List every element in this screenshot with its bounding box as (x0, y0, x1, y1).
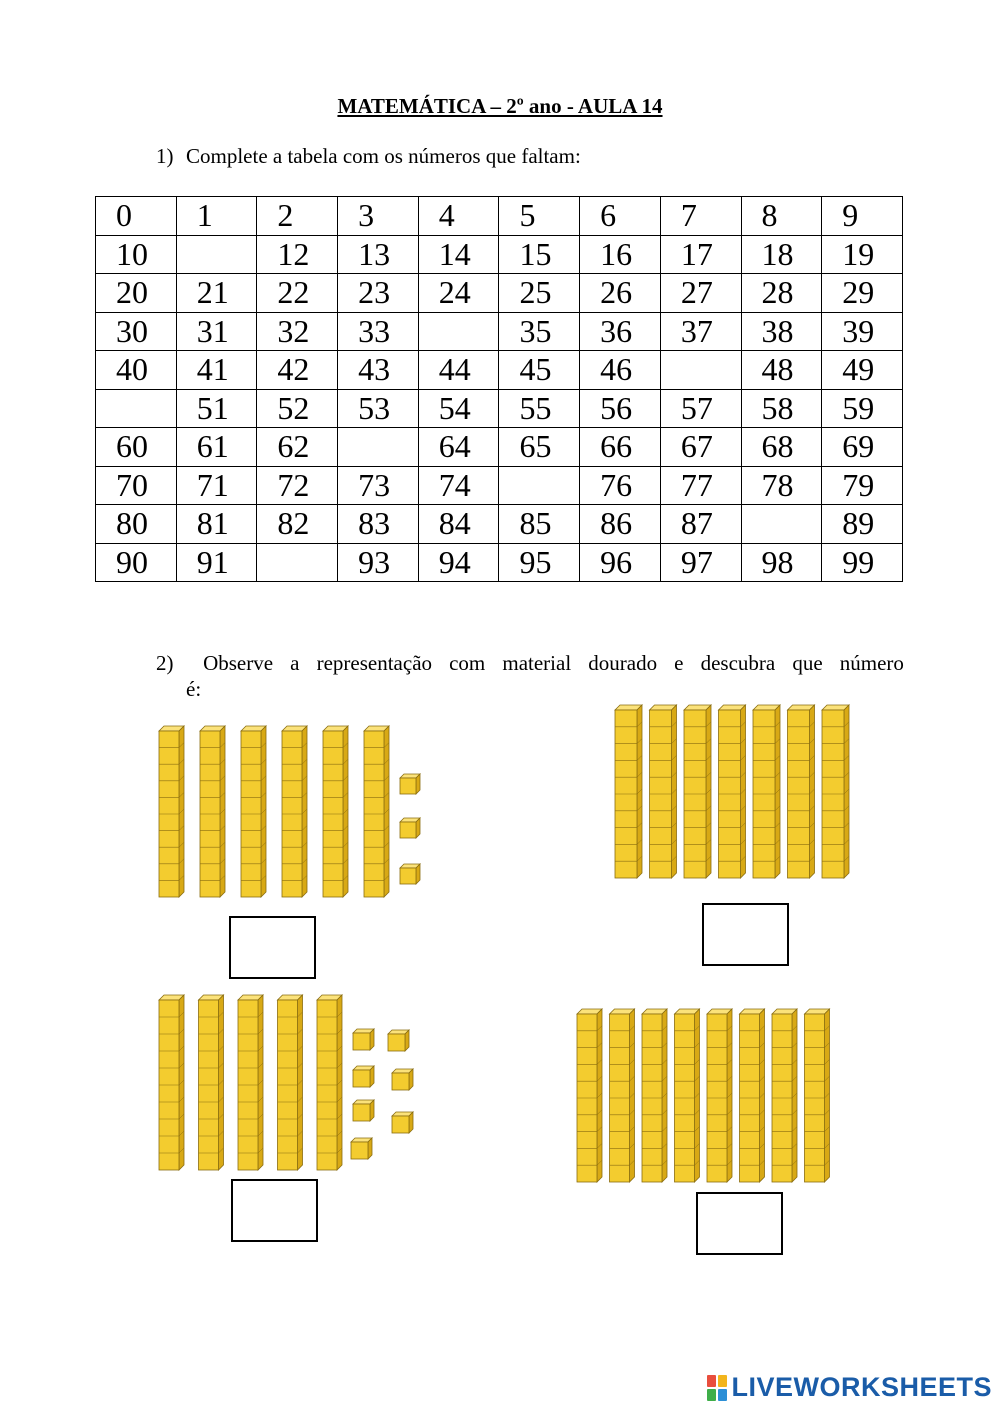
table-cell: 39 (822, 312, 903, 351)
q2-word: material (502, 651, 572, 675)
ten-rod (364, 726, 389, 897)
unit-cube (353, 1029, 374, 1050)
brand-text: LIVEWORKSHEETS (731, 1372, 992, 1402)
ten-rod (199, 995, 224, 1170)
answer-box-4[interactable] (696, 1192, 783, 1255)
table-cell: 94 (418, 543, 499, 582)
table-cell: 56 (580, 389, 661, 428)
table-cell: 9 (822, 197, 903, 236)
ten-rod (772, 1009, 797, 1182)
table-cell: 41 (176, 351, 257, 390)
table-cell: 45 (499, 351, 580, 390)
table-cell: 61 (176, 428, 257, 467)
table-cell: 21 (176, 274, 257, 313)
table-cell: 64 (418, 428, 499, 467)
ten-rod (159, 995, 184, 1170)
table-cell: 66 (580, 428, 661, 467)
table-cell: 43 (338, 351, 419, 390)
table-cell: 28 (741, 274, 822, 313)
liveworksheets-logo-icon (707, 1375, 727, 1401)
table-cell: 35 (499, 312, 580, 351)
question-1-text: Complete a tabela com os números que faltam: (186, 144, 581, 168)
table-cell: 58 (741, 389, 822, 428)
ten-rod (159, 726, 184, 897)
table-cell: 10 (96, 235, 177, 274)
question-1-number: 1) (156, 144, 174, 168)
ten-rod (788, 705, 815, 878)
table-cell: 54 (418, 389, 499, 428)
table-cell: 60 (96, 428, 177, 467)
unit-cube (392, 1112, 413, 1133)
table-cell: 62 (257, 428, 338, 467)
table-cell: 81 (176, 505, 257, 544)
table-cell: 24 (418, 274, 499, 313)
q2-word: descubra (700, 651, 776, 675)
table-cell: 67 (660, 428, 741, 467)
table-cell: 83 (338, 505, 419, 544)
table-cell: 89 (822, 505, 903, 544)
q2-word: Observe (203, 651, 274, 675)
unit-cube (400, 774, 420, 794)
table-cell: 96 (580, 543, 661, 582)
ten-rod (615, 705, 642, 878)
ten-rod (200, 726, 225, 897)
table-cell: 97 (660, 543, 741, 582)
unit-cube (400, 864, 420, 884)
table-cell: 22 (257, 274, 338, 313)
table-cell: 87 (660, 505, 741, 544)
table-cell: 69 (822, 428, 903, 467)
table-cell: 37 (660, 312, 741, 351)
table-cell: 33 (338, 312, 419, 351)
answer-box-3[interactable] (231, 1179, 318, 1242)
table-cell: 5 (499, 197, 580, 236)
table-cell: 31 (176, 312, 257, 351)
table-cell: 48 (741, 351, 822, 390)
table-cell: 26 (580, 274, 661, 313)
ten-rod (822, 705, 849, 878)
table-cell: 86 (580, 505, 661, 544)
unit-cube (353, 1066, 374, 1087)
table-cell: 12 (257, 235, 338, 274)
table-cell: 20 (96, 274, 177, 313)
unit-cube (400, 818, 420, 838)
q2-word: a (290, 651, 300, 675)
table-cell: 82 (257, 505, 338, 544)
table-cell: 77 (660, 466, 741, 505)
table-cell: 80 (96, 505, 177, 544)
ten-rod (740, 1009, 765, 1182)
table-cell: 84 (418, 505, 499, 544)
table-cell: 91 (176, 543, 257, 582)
unit-cube (388, 1030, 409, 1051)
table-cell: 7 (660, 197, 741, 236)
answer-box-1[interactable] (229, 916, 316, 979)
table-cell: 8 (741, 197, 822, 236)
table-cell: 6 (580, 197, 661, 236)
q2-word: número (839, 651, 904, 675)
table-cell: 74 (418, 466, 499, 505)
table-cell: 68 (741, 428, 822, 467)
answer-box-2[interactable] (702, 903, 789, 966)
ten-rod (317, 995, 342, 1170)
table-cell: 16 (580, 235, 661, 274)
table-cell: 52 (257, 389, 338, 428)
table-cell: 95 (499, 543, 580, 582)
q2-word: e (674, 651, 684, 675)
table-cell: 93 (338, 543, 419, 582)
unit-cube (353, 1100, 374, 1121)
table-cell: 3 (338, 197, 419, 236)
table-cell: 40 (96, 351, 177, 390)
ten-rod (675, 1009, 700, 1182)
ten-rod (610, 1009, 635, 1182)
table-cell: 70 (96, 466, 177, 505)
table-cell: 36 (580, 312, 661, 351)
table-cell: 51 (176, 389, 257, 428)
table-cell: 17 (660, 235, 741, 274)
table-cell: 23 (338, 274, 419, 313)
q2-word: dourado (588, 651, 658, 675)
table-cell: 2 (257, 197, 338, 236)
table-cell: 38 (741, 312, 822, 351)
ten-rod (278, 995, 303, 1170)
q2-word: com (449, 651, 486, 675)
table-cell: 76 (580, 466, 661, 505)
table-cell: 32 (257, 312, 338, 351)
table-cell: 29 (822, 274, 903, 313)
table-cell: 1 (176, 197, 257, 236)
table-cell: 98 (741, 543, 822, 582)
ten-rod (238, 995, 263, 1170)
ten-rod (642, 1009, 667, 1182)
ten-rod (805, 1009, 830, 1182)
question-2-line-2: é: (186, 677, 202, 701)
question-2-number: 2) (156, 651, 174, 675)
table-cell: 57 (660, 389, 741, 428)
table-cell: 4 (418, 197, 499, 236)
table-cell: 18 (741, 235, 822, 274)
table-cell: 53 (338, 389, 419, 428)
table-cell: 44 (418, 351, 499, 390)
table-cell: 49 (822, 351, 903, 390)
table-cell: 90 (96, 543, 177, 582)
table-cell: 13 (338, 235, 419, 274)
table-cell: 71 (176, 466, 257, 505)
table-cell: 15 (499, 235, 580, 274)
table-cell: 19 (822, 235, 903, 274)
table-cell: 65 (499, 428, 580, 467)
table-cell: 73 (338, 466, 419, 505)
ten-rod (684, 705, 711, 878)
ten-rod (650, 705, 677, 878)
table-cell: 30 (96, 312, 177, 351)
table-cell: 42 (257, 351, 338, 390)
table-cell: 14 (418, 235, 499, 274)
unit-cube (351, 1138, 372, 1159)
table-cell: 46 (580, 351, 661, 390)
q2-word: que (792, 651, 823, 675)
q2-word: representação (316, 651, 433, 675)
ten-rod (719, 705, 746, 878)
table-cell: 72 (257, 466, 338, 505)
table-cell: 55 (499, 389, 580, 428)
ten-rod (707, 1009, 732, 1182)
table-cell: 27 (660, 274, 741, 313)
table-cell: 79 (822, 466, 903, 505)
liveworksheets-brand (707, 1372, 992, 1403)
page-title: MATEMÁTICA – 2º ano - AULA 14 (337, 94, 663, 118)
ten-rod (282, 726, 307, 897)
unit-cube (392, 1069, 413, 1090)
ten-rod (241, 726, 266, 897)
table-cell: 78 (741, 466, 822, 505)
table-cell: 59 (822, 389, 903, 428)
table-cell: 25 (499, 274, 580, 313)
table-cell: 99 (822, 543, 903, 582)
ten-rod (577, 1009, 602, 1182)
ten-rod (753, 705, 780, 878)
table-cell: 0 (96, 197, 177, 236)
table-cell: 85 (499, 505, 580, 544)
ten-rod (323, 726, 348, 897)
